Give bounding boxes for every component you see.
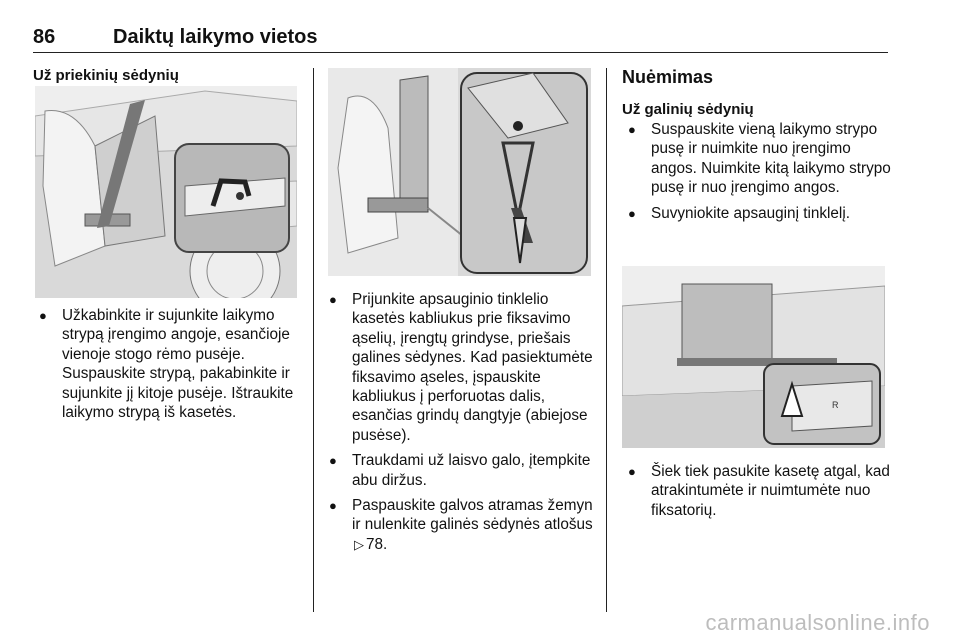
- column-2-text: [323, 290, 598, 560]
- column-divider: [606, 68, 607, 612]
- page-number: 86: [33, 26, 56, 48]
- list-item: ● Suvyniokite apsauginį tinklelį.: [628, 204, 850, 222]
- page-title: Daiktų laikymo vietos: [113, 26, 318, 48]
- figure-cassette-removal: [622, 266, 885, 448]
- column-1: [33, 66, 301, 85]
- section-heading: Už priekinių sėdynių: [33, 67, 179, 84]
- figure-front-seat-installation: [35, 86, 297, 298]
- page-reference[interactable]: 78.: [366, 535, 388, 553]
- page-header: [33, 20, 888, 53]
- watermark: carmanualsonline.info: [705, 610, 930, 635]
- list-item: ● Traukdami už laisvo galo, įtempkite abu diržus.: [329, 452, 591, 489]
- section-title: Nuėmimas: [622, 67, 714, 87]
- figure-label: R: [832, 400, 839, 410]
- list-item: ● Paspauskite galvos atramas žemyn ir nulenkite galinės sėdynės atlošus ▷ 78.: [329, 497, 593, 553]
- figure-net-hooks: [328, 68, 591, 276]
- column-1-text: [33, 306, 301, 428]
- list-item: ● Šiek tiek pasukite kasetę atgal, kad atrakintumėte ir nuimtumėte nuo fiksatorių.: [628, 463, 890, 519]
- list-item: ● Užkabinkite ir sujunkite laikymo strypą įrengimo angoje, esančioje vienoje stogo rėmo pusėje. Suspauskite strypą, pakabinkite ir sujunkite jį kitoje pusėje. Ištraukite laikymo strypą iš kasetės.: [39, 307, 294, 422]
- column-3-text-bottom: [622, 462, 892, 526]
- section-heading: Už galinių sėdynių: [622, 101, 754, 118]
- list-item: ● Prijunkite apsauginio tinklelio kasetės kabliukus prie fiksavimo ąselių, įrengtų grindyse, priešais galines sėdynes. Kad pasiektumėte fiksavimo ąseles, įspauskite kabliukus į perforuotas dalis, esančias grindų dangtyje (abiejose pusėse).: [329, 291, 593, 444]
- column-divider: [313, 68, 314, 612]
- page-reference-icon: ▷: [354, 536, 364, 552]
- list-item: ● Suspauskite vieną laikymo strypo pusę ir nuimkite nuo įrengimo angos. Nuimkite kitą laikymo strypo pusę ir nuo įrengimo angos.: [628, 121, 891, 197]
- column-3: [622, 66, 892, 229]
